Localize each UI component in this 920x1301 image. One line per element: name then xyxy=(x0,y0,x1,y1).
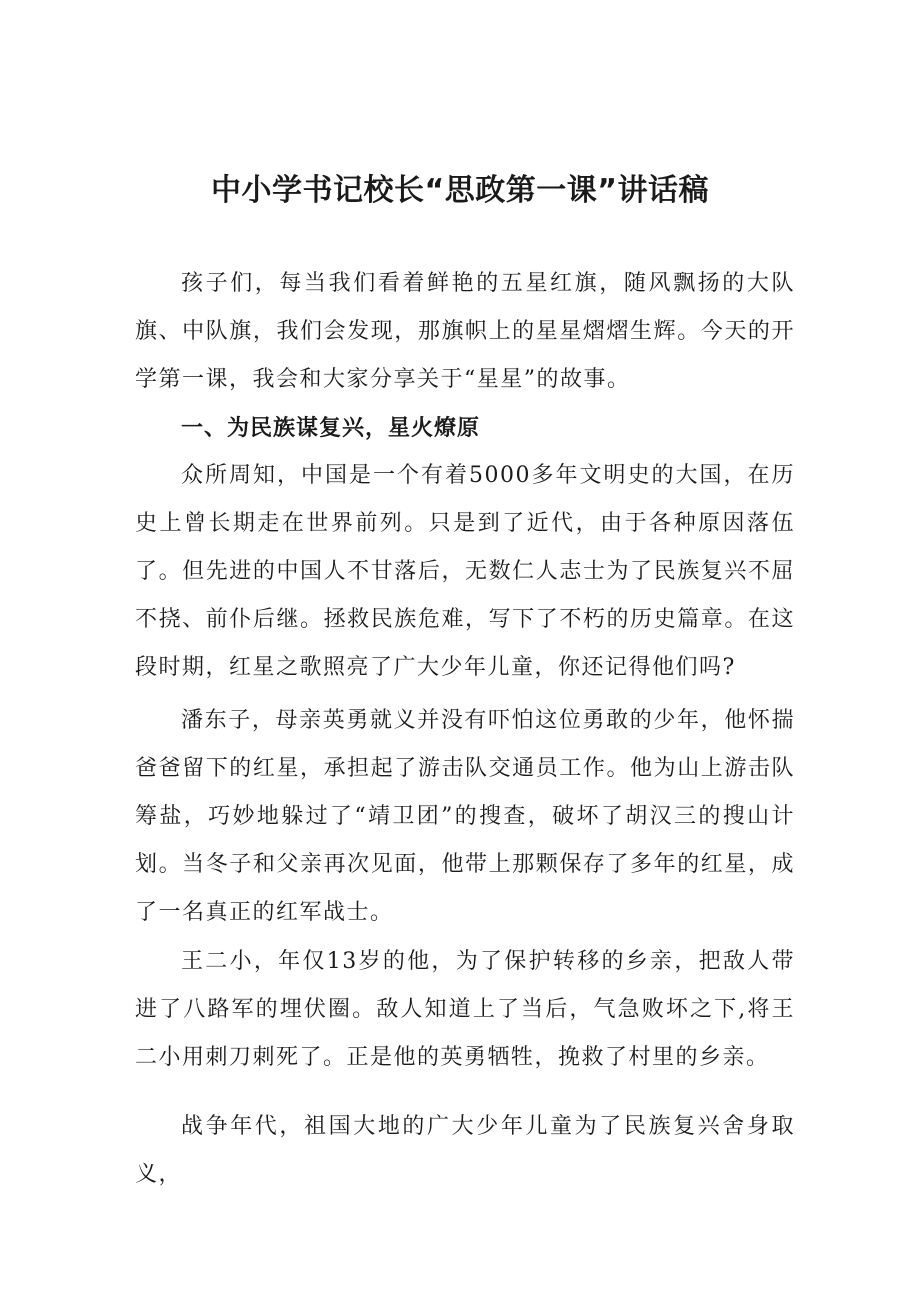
paragraph-war-years: 战争年代，祖国大地的广大少年儿童为了民族复兴舍身取义， xyxy=(135,1114,795,1187)
paragraph-intro: 孩子们，每当我们看着鲜艳的五星红旗，随风飘扬的大队旗、中队旗，我们会发现，那旗帜上的星星熠熠生辉。今天的开学第一课，我会和大家分享关于“星星”的故事。 xyxy=(135,271,795,392)
paragraph-wang-erxiao: 王二小，年仅13岁的他，为了保护转移的乡亲，把敌人带进了八路军的埋伏圈。敌人知道上了当后，气急败坏之下,将王二小用刺刀刺死了。正是他的英勇牺牲，挽救了村里的乡亲。 xyxy=(135,949,795,1070)
section-heading-1: 一、为民族谋复兴，星火燎原 xyxy=(181,416,481,441)
paragraph-history: 众所周知，中国是一个有着5000多年文明史的大国，在历史上曾长期走在世界前列。只是到了近代，由于各种原因落伍了。但先进的中国人不甘落后，无数仁人志士为了民族复兴不屈不挠、前仆后继。拯救民族危难，写下了不朽的历史篇章。在这段时期，红星之歌照亮了广大少年儿童，你还记得他们吗? xyxy=(135,463,795,680)
paragraph-pan-dongzi: 潘东子，母亲英勇就义并没有吓怕这位勇敢的少年，他怀揣爸爸留下的红星，承担起了游击队交通员工作。他为山上游击队筹盐，巧妙地躲过了“靖卫团”的搜查，破坏了胡汉三的搜山计划。当冬子和父亲再次见面，他带上那颗保存了多年的红星，成了一名真正的红军战士。 xyxy=(135,708,795,925)
page-title: 中小学书记校长“思政第一课”讲话稿 xyxy=(211,173,709,208)
